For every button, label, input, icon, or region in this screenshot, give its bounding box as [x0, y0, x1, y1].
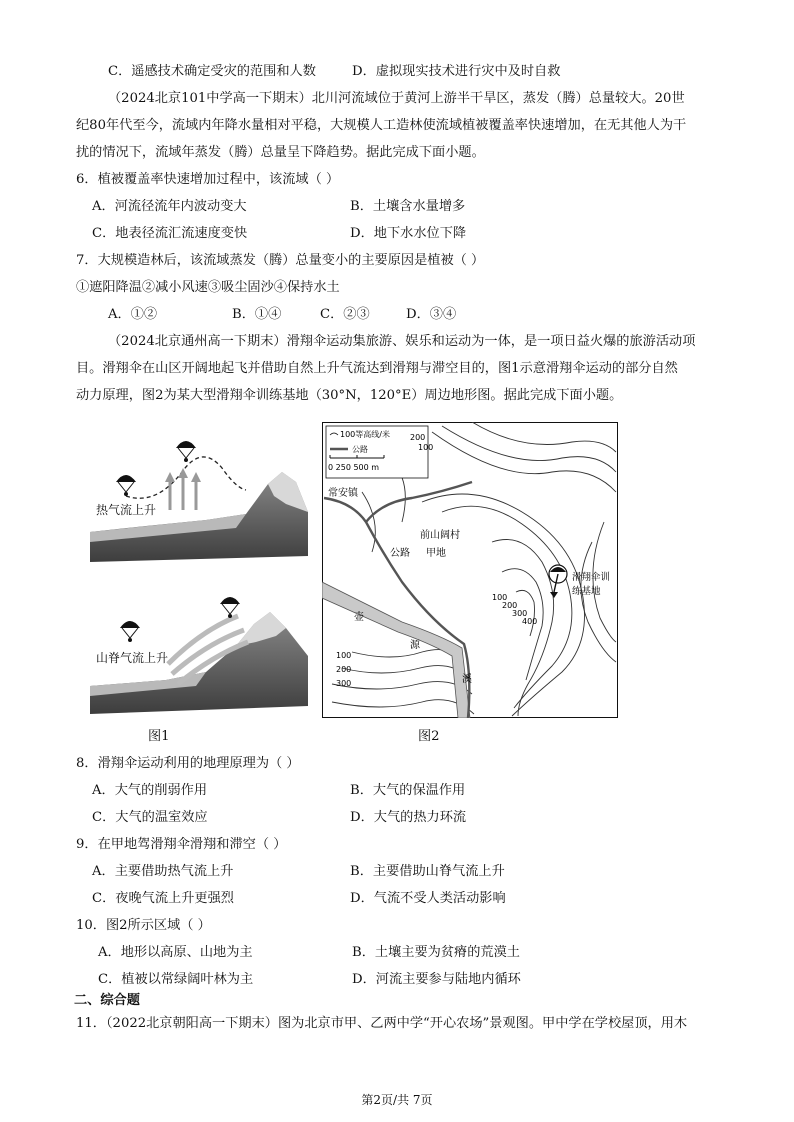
q8-option-a: A．大气的削弱作用	[92, 783, 208, 798]
label-base-line2: 练基地	[572, 586, 601, 597]
q10-option-b: B．土壤主要为贫瘠的荒漠土	[352, 945, 520, 960]
q6-option-c: C．地表径流汇流速度变快	[92, 226, 248, 241]
q8-option-d: D．大气的热力环流	[350, 810, 467, 825]
q9-option-b: B．主要借助山脊气流上升	[350, 864, 505, 879]
contour-label: 100	[418, 443, 434, 452]
q10-option-d: D．河流主要参与陆地内循环	[352, 972, 521, 987]
passage2-line3: 动力原理，图2为某大型滑翔伞训练基地（30°N，120°E）周边地形图。据此完成下面小题。	[76, 388, 623, 403]
fig1-label-thermal: 热气流上升	[96, 503, 157, 517]
section-heading: 二、综合题	[74, 993, 140, 1008]
contour-label: 200	[410, 433, 426, 442]
scale-bar-label: 0 250 500 m	[328, 463, 380, 472]
q7-option-c: C．②③	[320, 307, 370, 322]
label-base-line1: 滑翔伞训	[572, 572, 611, 583]
q7-option-a: A．①②	[108, 307, 158, 322]
passage1-line3: 扰的情况下，流域年蒸发（腾）总量呈下降趋势。据此完成下面小题。	[76, 145, 485, 160]
figure-2-map	[322, 422, 618, 718]
label-village: 前山阔村	[420, 530, 460, 541]
q5-option-d: D．虚拟现实技术进行灾中及时自救	[352, 64, 561, 79]
question-8: 8．滑翔伞运动利用的地理原理为（ ）	[76, 756, 300, 771]
q7-option-b: B．①④	[232, 307, 282, 322]
legend-contour: 100等高线/米	[340, 430, 390, 439]
passage2-line2: 目。滑翔伞在山区开阔地起飞并借助自然上升气流达到滑翔与滞空目的，图1示意滑翔伞运动的部分自然	[76, 361, 678, 376]
paraglider-icon	[116, 475, 136, 496]
paraglider-icon	[120, 621, 140, 642]
q8-option-b: B．大气的保温作用	[350, 783, 466, 798]
label-river-3: 溪	[462, 674, 472, 685]
figure-2-caption: 图2	[418, 729, 440, 744]
q6-option-a: A．河流径流年内波动变大	[92, 199, 247, 214]
q9-option-c: C．夜晚气流上升更强烈	[92, 891, 234, 906]
figure-1-bottom-panel	[90, 597, 308, 714]
q7-items: ①遮阳降温②减小风速③吸尘固沙④保持水土	[76, 280, 340, 295]
q10-option-a: A．地形以高原、山地为主	[98, 945, 253, 960]
label-town: 常安镇	[328, 488, 358, 499]
q6-option-b: B．土壤含水量增多	[350, 199, 466, 214]
question-6: 6．植被覆盖率快速增加过程中，该流域（ ）	[76, 172, 340, 187]
question-11: 11．（2022北京朝阳高一下期末）图为北京市甲、乙两中学“开心农场”景观图。甲中学在学校屋顶，用木	[76, 1016, 688, 1031]
passage1-line2: 纪80年代至今，流域内年降水量相对平稳，大规模人工造林使流域植被覆盖率快速增加，在无其他人为干	[76, 118, 687, 133]
label-jia: 甲地	[426, 548, 446, 559]
q7-option-d: D．③④	[406, 307, 457, 322]
figure-1	[86, 424, 312, 720]
contour-label: 300	[512, 609, 528, 618]
paraglider-icon	[176, 441, 196, 462]
question-7: 7．大规模造林后，该流域蒸发（腾）总量变小的主要原因是植被（ ）	[76, 253, 485, 268]
contour-label: 100	[492, 593, 508, 602]
question-10: 10．图2所示区域（ ）	[76, 918, 211, 933]
label-river-1: 壶	[354, 612, 364, 623]
passage1-line1: （2024北京101中学高一下期末）北川河流域位于黄河上游半干旱区，蒸发（腾）总量较大。20世	[108, 91, 685, 106]
q10-option-c: C．植被以常绿阔叶林为主	[98, 972, 254, 987]
q9-option-a: A．主要借助热气流上升	[92, 864, 234, 879]
contour-label: 200	[336, 665, 352, 674]
legend-road: 公路	[352, 445, 368, 454]
contour-label: 200	[502, 601, 518, 610]
contour-label: 100	[336, 651, 352, 660]
question-9: 9．在甲地驾滑翔伞滑翔和滞空（ ）	[76, 837, 287, 852]
contour-label: 300	[336, 679, 352, 688]
page-footer: 第2页/共 7页	[361, 1093, 433, 1107]
passage2-line1: （2024北京通州高一下期末）滑翔伞运动集旅游、娱乐和运动为一体，是一项日益火爆的旅游活动项	[108, 334, 696, 349]
label-road: 公路	[390, 548, 410, 559]
q6-option-d: D．地下水水位下降	[350, 226, 467, 241]
q8-option-c: C．大气的温室效应	[92, 810, 208, 825]
figure-1-caption: 图1	[148, 729, 170, 744]
q9-option-d: D．气流不受人类活动影响	[350, 891, 506, 906]
fig1-label-ridge: 山脊气流上升	[96, 651, 169, 665]
contour-label: 400	[522, 617, 538, 626]
label-river-2: 源	[410, 640, 420, 651]
q5-option-c: C．遥感技术确定受灾的范围和人数	[108, 64, 316, 79]
figure-1-top-panel	[90, 441, 308, 562]
